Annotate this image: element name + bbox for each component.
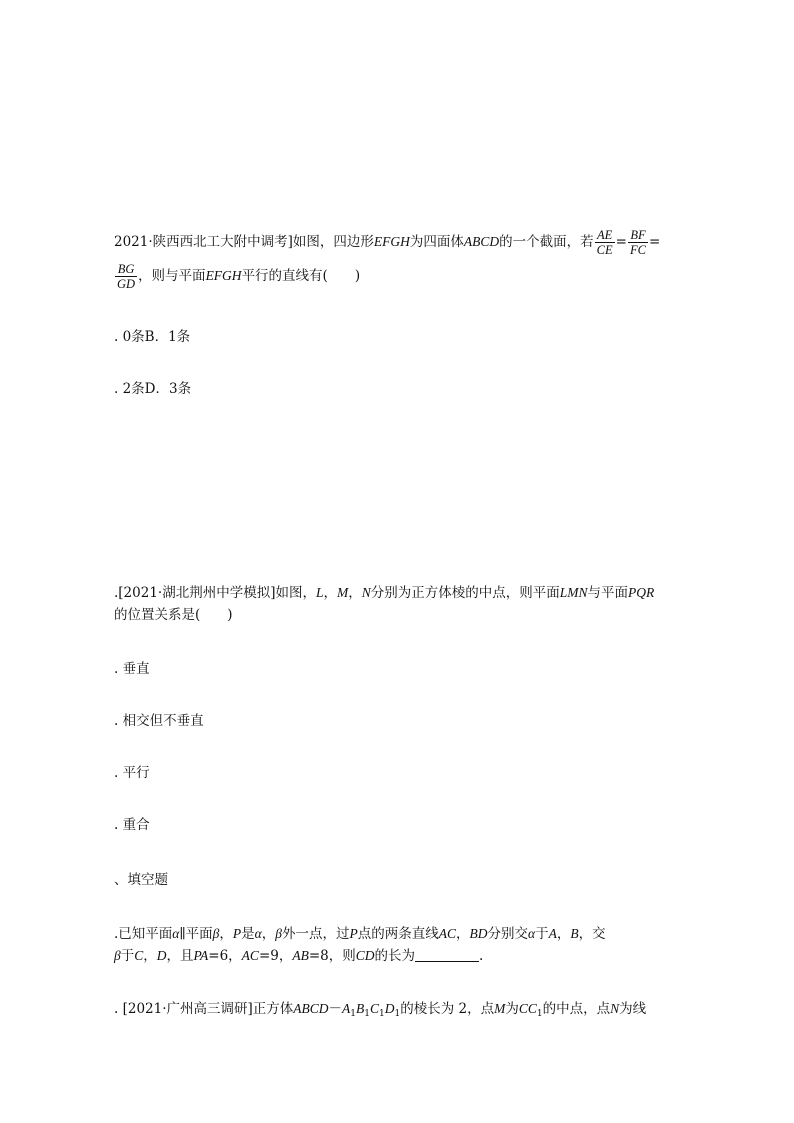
q4-line-1: . [2021·广州高三调研]正方体$ABCD-A_1B_1C_1D_1$的棱长为 2，点M为$CC_1$的中点，点N为线 [114,1001,647,1019]
q1-option-ab[interactable]: . 0条B．1条 [114,329,191,345]
q2-option-b[interactable]: . 相交但不垂直 [114,713,204,729]
q1-line-2: $\frac{BG}{GD}$ ，则与平面EFGH平行的直线有( ) [117,262,361,291]
q2-source: .[2021·湖北荆州中学模拟] [114,585,276,601]
section-title: 、填空题 [114,872,168,888]
q2-line-2: 的位置关系是( ) [114,607,233,623]
q2-option-d[interactable]: . 重合 [114,817,150,833]
fraction-bg-gd: $\frac{BG}{GD}$ [117,262,136,291]
q3-line-1: .已知平面α∥平面β，P是α，β外一点，过P点的两条直线AC，BD分别交α于A，B，交 [114,926,606,942]
q3-line-2: β于C，D，且PA=6，AC=9，AB=8，则CD的长为 . [114,948,484,964]
q2-line-1: .[2021·湖北荆州中学模拟]如图，L，M，N分别为正方体棱的中点，则平面LMN与平面PQR [114,585,655,601]
fraction-ae-ce: $\frac{AE}{CE}$ [596,228,613,257]
answer-blank[interactable] [415,947,479,962]
q1-option-cd[interactable]: . 2条D．3条 [114,381,192,397]
q2-option-c[interactable]: . 平行 [114,765,150,781]
q2-option-a[interactable]: . 垂直 [114,661,150,677]
q1-line-1: 2021·陕西西北工大附中调考]如图，四边形EFGH为四面体ABCD的一个截面，若 $\frac{AE}{CE}$ = $\frac{BF}{FC}$ = [114,228,661,257]
fraction-bf-fc: $\frac{BF}{FC}$ [629,228,646,257]
q1-source: 2021·陕西西北工大附中调考] [114,234,293,250]
